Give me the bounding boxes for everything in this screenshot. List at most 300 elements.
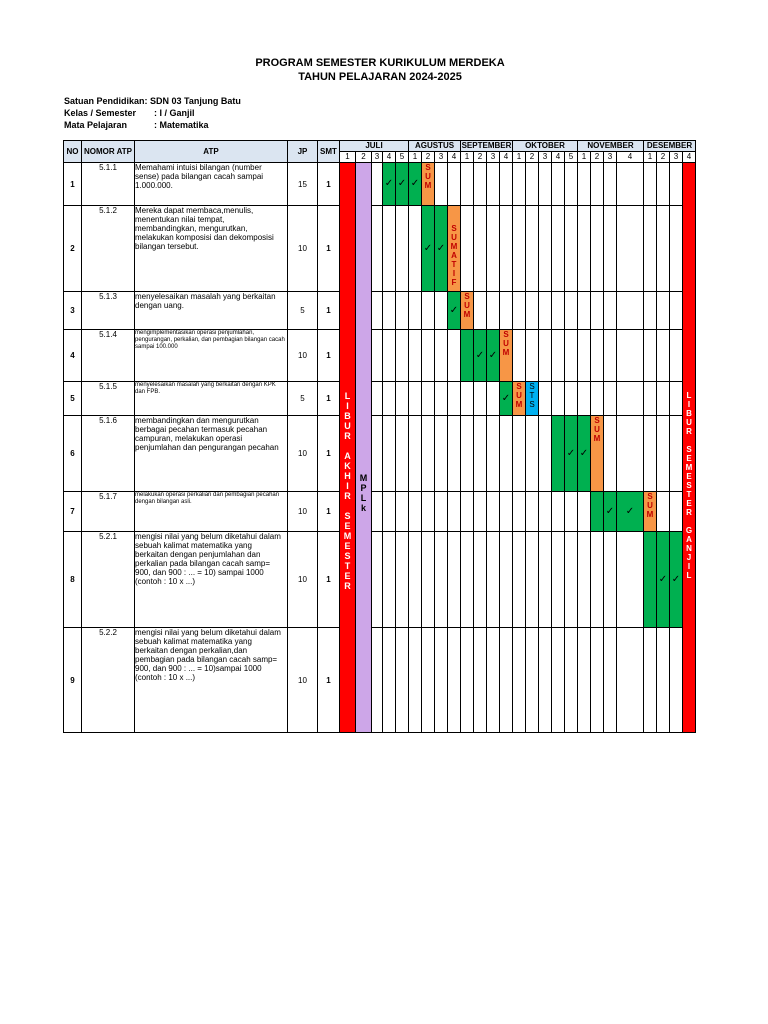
schedule-cell xyxy=(565,206,578,292)
schedule-cell xyxy=(422,532,435,628)
row-number: 6 xyxy=(64,416,82,492)
schedule-cell xyxy=(372,382,383,416)
week-number: 2 xyxy=(657,152,670,163)
jp-value: 10 xyxy=(288,416,318,492)
check-icon: ✓ xyxy=(436,242,446,254)
schedule-cell xyxy=(552,492,565,532)
schedule-cell xyxy=(474,416,487,492)
schedule-cell xyxy=(396,206,409,292)
schedule-cell xyxy=(474,163,487,206)
row-number: 8 xyxy=(64,532,82,628)
activity-check-cell xyxy=(670,532,683,628)
atp-description: mengimplementasikan operasi penjumlahan, pengurangan, perkalian, dan pembagian bilangan cacah sampai 100.000 xyxy=(135,330,288,382)
schedule-cell xyxy=(448,330,461,382)
schedule-cell xyxy=(539,416,552,492)
schedule-cell xyxy=(591,628,604,733)
check-icon: ✓ xyxy=(658,573,668,585)
schedule-cell xyxy=(383,628,396,733)
header-month-november: NOVEMBER xyxy=(578,141,644,152)
schedule-cell xyxy=(644,206,657,292)
schedule-cell xyxy=(657,416,670,492)
meta-class-label: Kelas / Semester xyxy=(64,108,137,118)
jp-value: 10 xyxy=(288,330,318,382)
schedule-cell xyxy=(513,292,526,330)
schedule-cell xyxy=(670,206,683,292)
header-nomor-atp: NOMOR ATP xyxy=(82,141,135,163)
activity-check-cell xyxy=(565,416,578,492)
schedule-cell xyxy=(461,532,474,628)
schedule-cell xyxy=(487,532,500,628)
atp-description: Memahami intuisi bilangan (number sense) pada bilangan cacah sampai 1.000.000. xyxy=(135,163,288,206)
schedule-cell xyxy=(578,382,591,416)
sumatif-label: S U M A T I F xyxy=(450,224,458,287)
schedule-cell xyxy=(409,416,422,492)
schedule-cell xyxy=(448,382,461,416)
sum-label: S U M xyxy=(424,163,432,190)
schedule-cell xyxy=(474,532,487,628)
activity-cell xyxy=(644,532,657,628)
atp-code: 5.1.3 xyxy=(82,292,135,330)
meta-school-label: Satuan Pendidikan xyxy=(64,96,145,106)
schedule-cell xyxy=(383,492,396,532)
week-number: 3 xyxy=(487,152,500,163)
week-number: 1 xyxy=(409,152,422,163)
meta-subject xyxy=(64,120,209,130)
sum-label: S U M xyxy=(463,292,471,319)
schedule-cell xyxy=(513,416,526,492)
atp-code: 5.1.1 xyxy=(82,163,135,206)
header-no: NO xyxy=(64,141,82,163)
schedule-cell xyxy=(657,628,670,733)
meta-subject-label: Mata Pelajaran xyxy=(64,120,128,130)
week-number: 5 xyxy=(565,152,578,163)
week-number: 1 xyxy=(461,152,474,163)
schedule-cell xyxy=(604,416,617,492)
smt-value: 1 xyxy=(318,292,340,330)
schedule-cell xyxy=(591,330,604,382)
schedule-cell xyxy=(644,330,657,382)
check-icon: ✓ xyxy=(449,304,459,316)
schedule-cell xyxy=(657,163,670,206)
week-number: 4 xyxy=(617,152,644,163)
check-icon: ✓ xyxy=(605,505,615,517)
schedule-cell xyxy=(565,382,578,416)
schedule-cell xyxy=(383,292,396,330)
mplk-band xyxy=(356,163,372,733)
schedule-cell xyxy=(422,492,435,532)
atp-description: menyelesaikan masalah yang berkaitan dengan uang. xyxy=(135,292,288,330)
row-number: 5 xyxy=(64,382,82,416)
atp-code: 5.1.7 xyxy=(82,492,135,532)
schedule-cell xyxy=(578,532,591,628)
smt-value: 1 xyxy=(318,330,340,382)
activity-check-cell xyxy=(500,382,513,416)
schedule-cell xyxy=(591,382,604,416)
schedule-cell xyxy=(372,330,383,382)
schedule-cell xyxy=(552,382,565,416)
schedule-cell xyxy=(487,206,500,292)
schedule-cell xyxy=(487,163,500,206)
activity-check-cell xyxy=(435,206,448,292)
schedule-cell xyxy=(644,382,657,416)
schedule-cell xyxy=(435,492,448,532)
table-row xyxy=(64,206,696,292)
activity-cell xyxy=(461,330,474,382)
schedule-cell xyxy=(539,382,552,416)
schedule-cell xyxy=(383,330,396,382)
schedule-cell xyxy=(591,206,604,292)
schedule-cell xyxy=(604,292,617,330)
sumatif-cell xyxy=(644,492,657,532)
check-icon: ✓ xyxy=(423,242,433,254)
schedule-cell xyxy=(500,492,513,532)
activity-check-cell xyxy=(409,163,422,206)
jp-value: 10 xyxy=(288,206,318,292)
schedule-cell xyxy=(372,532,383,628)
schedule-cell xyxy=(526,163,539,206)
row-number: 7 xyxy=(64,492,82,532)
schedule-cell xyxy=(372,163,383,206)
schedule-cell xyxy=(565,532,578,628)
schedule-cell xyxy=(552,292,565,330)
schedule-cell xyxy=(396,292,409,330)
atp-code: 5.1.5 xyxy=(82,382,135,416)
sumatif-cell xyxy=(513,382,526,416)
schedule-cell xyxy=(670,492,683,532)
schedule-cell xyxy=(670,163,683,206)
schedule-cell xyxy=(448,416,461,492)
row-number: 2 xyxy=(64,206,82,292)
schedule-cell xyxy=(526,416,539,492)
week-number: 1 xyxy=(644,152,657,163)
schedule-cell xyxy=(435,382,448,416)
sumatif-cell xyxy=(591,416,604,492)
schedule-cell xyxy=(474,292,487,330)
schedule-cell xyxy=(513,163,526,206)
atp-description: melakukan operasi perkalian dan pembagian pecahan dengan bilangan asli. xyxy=(135,492,288,532)
row-number: 9 xyxy=(64,628,82,733)
schedule-cell xyxy=(500,416,513,492)
schedule-cell xyxy=(539,163,552,206)
activity-check-cell xyxy=(422,206,435,292)
week-number: 4 xyxy=(552,152,565,163)
sum-label: S U M xyxy=(593,416,601,443)
header-month-september: SEPTEMBER xyxy=(461,141,512,150)
schedule-cell xyxy=(409,206,422,292)
atp-description: menyelesaikan masalah yang berkaitan dengan KPK dan FPB. xyxy=(135,382,288,416)
schedule-cell xyxy=(409,492,422,532)
schedule-cell xyxy=(474,628,487,733)
schedule-cell xyxy=(657,330,670,382)
activity-cell xyxy=(591,492,604,532)
smt-value: 1 xyxy=(318,492,340,532)
week-number: 2 xyxy=(474,152,487,163)
schedule-cell xyxy=(670,382,683,416)
atp-code: 5.1.2 xyxy=(82,206,135,292)
schedule-cell xyxy=(372,206,383,292)
schedule-cell xyxy=(552,163,565,206)
week-number: 5 xyxy=(396,152,409,163)
schedule-cell xyxy=(435,330,448,382)
activity-check-cell xyxy=(383,163,396,206)
activity-check-cell xyxy=(578,416,591,492)
meta-school xyxy=(64,96,241,106)
sts-label: S T S xyxy=(529,382,535,409)
schedule-cell xyxy=(409,330,422,382)
schedule-cell xyxy=(500,206,513,292)
schedule-cell xyxy=(617,382,644,416)
table-row xyxy=(64,382,696,416)
schedule-cell xyxy=(526,532,539,628)
schedule-cell xyxy=(670,416,683,492)
header-jp: JP xyxy=(288,141,318,163)
week-number: 3 xyxy=(435,152,448,163)
schedule-cell xyxy=(526,628,539,733)
schedule-cell xyxy=(657,492,670,532)
schedule-cell xyxy=(487,292,500,330)
schedule-cell xyxy=(448,492,461,532)
schedule-cell xyxy=(513,532,526,628)
schedule-cell xyxy=(526,330,539,382)
atp-description: mengisi nilai yang belum diketahui dalam sebuah kalimat matematika yang berkaitan dengan perkalian,dan pembagian pada bilangan cacah samp= 900, dan 900 : ... = 10)sampai 1000 (contoh : 10 x ...) xyxy=(135,628,288,733)
week-number: 4 xyxy=(500,152,513,163)
schedule-cell xyxy=(461,382,474,416)
schedule-cell xyxy=(644,628,657,733)
schedule-cell xyxy=(565,330,578,382)
row-number: 1 xyxy=(64,163,82,206)
meta-class xyxy=(64,108,195,118)
activity-check-cell xyxy=(396,163,409,206)
schedule-cell xyxy=(372,492,383,532)
schedule-cell xyxy=(396,532,409,628)
week-number: 3 xyxy=(372,152,383,163)
sum-label: S U M xyxy=(646,492,654,519)
sumatif-cell xyxy=(461,292,474,330)
schedule-cell xyxy=(578,292,591,330)
schedule-cell xyxy=(396,416,409,492)
check-icon: ✓ xyxy=(501,392,511,404)
table-row xyxy=(64,628,696,733)
schedule-cell xyxy=(396,628,409,733)
atp-code: 5.2.1 xyxy=(82,532,135,628)
header-month-agustus: AGUSTUS xyxy=(409,141,461,152)
table-row xyxy=(64,330,696,382)
schedule-cell xyxy=(513,206,526,292)
holiday-end-semester-label: L I B U R A K H I R S E M E S T E R xyxy=(343,391,352,591)
schedule-cell xyxy=(513,492,526,532)
schedule-cell xyxy=(513,628,526,733)
schedule-cell xyxy=(565,163,578,206)
check-icon: ✓ xyxy=(488,349,498,361)
schedule-cell xyxy=(487,492,500,532)
header-smt: SMT xyxy=(318,141,340,163)
schedule-cell xyxy=(435,416,448,492)
page-subtitle: TAHUN PELAJARAN 2024-2025 xyxy=(298,71,462,83)
schedule-cell xyxy=(539,628,552,733)
schedule-cell xyxy=(487,628,500,733)
holiday-semester-ganjil-band xyxy=(683,163,696,733)
check-icon: ✓ xyxy=(397,178,407,189)
schedule-cell xyxy=(422,416,435,492)
check-icon: ✓ xyxy=(384,178,394,189)
schedule-cell xyxy=(552,330,565,382)
schedule-cell xyxy=(500,292,513,330)
header-month-oktober: OKTOBER xyxy=(513,141,578,152)
week-number: 2 xyxy=(526,152,539,163)
schedule-cell xyxy=(448,628,461,733)
atp-code: 5.2.2 xyxy=(82,628,135,733)
sumatif-cell xyxy=(422,163,435,206)
schedule-cell xyxy=(617,163,644,206)
schedule-cell xyxy=(670,628,683,733)
schedule-cell xyxy=(513,330,526,382)
smt-value: 1 xyxy=(318,416,340,492)
activity-check-cell xyxy=(487,330,500,382)
table-row xyxy=(64,292,696,330)
schedule-cell xyxy=(422,330,435,382)
sumatif-cell xyxy=(500,330,513,382)
program-table xyxy=(63,140,696,733)
week-number: 4 xyxy=(683,152,696,163)
schedule-cell xyxy=(604,628,617,733)
schedule-cell xyxy=(657,206,670,292)
week-number: 3 xyxy=(604,152,617,163)
check-icon: ✓ xyxy=(671,573,681,585)
schedule-cell xyxy=(409,628,422,733)
schedule-cell xyxy=(383,416,396,492)
schedule-cell xyxy=(500,628,513,733)
schedule-cell xyxy=(578,330,591,382)
smt-value: 1 xyxy=(318,532,340,628)
schedule-cell xyxy=(461,492,474,532)
check-icon: ✓ xyxy=(579,447,589,459)
schedule-cell xyxy=(552,206,565,292)
schedule-cell xyxy=(372,628,383,733)
schedule-cell xyxy=(604,532,617,628)
schedule-cell xyxy=(565,292,578,330)
week-number: 1 xyxy=(340,152,356,163)
jp-value: 15 xyxy=(288,163,318,206)
schedule-cell xyxy=(604,382,617,416)
table-row xyxy=(64,416,696,492)
schedule-cell xyxy=(474,206,487,292)
sumatif-cell xyxy=(448,206,461,292)
meta-school-value: : SDN 03 Tanjung Batu xyxy=(144,96,241,106)
schedule-cell xyxy=(552,532,565,628)
schedule-cell xyxy=(644,416,657,492)
sts-cell xyxy=(526,382,539,416)
schedule-cell xyxy=(604,163,617,206)
week-number: 1 xyxy=(578,152,591,163)
schedule-cell xyxy=(617,330,644,382)
schedule-cell xyxy=(435,163,448,206)
schedule-cell xyxy=(474,382,487,416)
schedule-cell xyxy=(657,292,670,330)
sum-label: S U M xyxy=(515,382,523,409)
schedule-cell xyxy=(396,382,409,416)
schedule-cell xyxy=(657,382,670,416)
schedule-cell xyxy=(539,292,552,330)
schedule-cell xyxy=(670,330,683,382)
smt-value: 1 xyxy=(318,382,340,416)
schedule-cell xyxy=(409,382,422,416)
week-number: 3 xyxy=(670,152,683,163)
schedule-cell xyxy=(435,628,448,733)
schedule-cell xyxy=(372,292,383,330)
schedule-cell xyxy=(383,532,396,628)
schedule-cell xyxy=(461,206,474,292)
schedule-cell xyxy=(578,492,591,532)
schedule-cell xyxy=(435,532,448,628)
schedule-cell xyxy=(644,292,657,330)
schedule-cell xyxy=(552,628,565,733)
schedule-cell xyxy=(396,492,409,532)
atp-description: membandingkan dan mengurutkan berbagai pecahan termasuk pecahan campuran, melakukan operasi penjumlahan dan pengurangan pecahan xyxy=(135,416,288,492)
schedule-cell xyxy=(500,532,513,628)
smt-value: 1 xyxy=(318,628,340,733)
row-number: 4 xyxy=(64,330,82,382)
check-icon: ✓ xyxy=(410,178,420,189)
check-icon: ✓ xyxy=(625,505,635,517)
schedule-cell xyxy=(617,206,644,292)
meta-class-value: : I / Ganjil xyxy=(154,108,195,118)
schedule-cell xyxy=(591,532,604,628)
schedule-cell xyxy=(644,163,657,206)
activity-check-cell xyxy=(604,492,617,532)
schedule-cell xyxy=(565,492,578,532)
schedule-cell xyxy=(383,206,396,292)
jp-value: 10 xyxy=(288,628,318,733)
atp-description: Mereka dapat membaca,menulis, menentukan nilai tempat, membandingkan, mengurutkan, melakukan komposisi dan dekomposisi bilangan tersebut. xyxy=(135,206,288,292)
schedule-cell xyxy=(448,532,461,628)
schedule-cell xyxy=(435,292,448,330)
sum-label: S U M xyxy=(502,330,510,357)
schedule-cell xyxy=(526,492,539,532)
meta-subject-value: : Matematika xyxy=(154,120,209,130)
schedule-cell xyxy=(487,382,500,416)
atp-code: 5.1.4 xyxy=(82,330,135,382)
smt-value: 1 xyxy=(318,163,340,206)
holiday-semester-ganjil-label: L I B U R S E M E S T E R G A N J I L xyxy=(685,391,693,580)
schedule-cell xyxy=(422,292,435,330)
schedule-cell xyxy=(539,206,552,292)
schedule-cell xyxy=(578,206,591,292)
table-row xyxy=(64,532,696,628)
activity-cell xyxy=(552,416,565,492)
week-number: 2 xyxy=(356,152,372,163)
schedule-cell xyxy=(461,163,474,206)
schedule-cell xyxy=(617,532,644,628)
schedule-cell xyxy=(539,492,552,532)
schedule-cell xyxy=(604,206,617,292)
schedule-cell xyxy=(526,206,539,292)
week-number: 2 xyxy=(591,152,604,163)
week-number: 4 xyxy=(383,152,396,163)
schedule-cell xyxy=(591,292,604,330)
week-number: 4 xyxy=(448,152,461,163)
check-icon: ✓ xyxy=(566,447,576,459)
schedule-cell xyxy=(422,628,435,733)
jp-value: 10 xyxy=(288,492,318,532)
schedule-cell xyxy=(396,330,409,382)
header-month-juli: JULI xyxy=(340,141,409,152)
schedule-cell xyxy=(461,628,474,733)
smt-value: 1 xyxy=(318,206,340,292)
jp-value: 5 xyxy=(288,382,318,416)
schedule-cell xyxy=(617,416,644,492)
page-title: PROGRAM SEMESTER KURIKULUM MERDEKA xyxy=(255,57,505,69)
schedule-cell xyxy=(526,292,539,330)
